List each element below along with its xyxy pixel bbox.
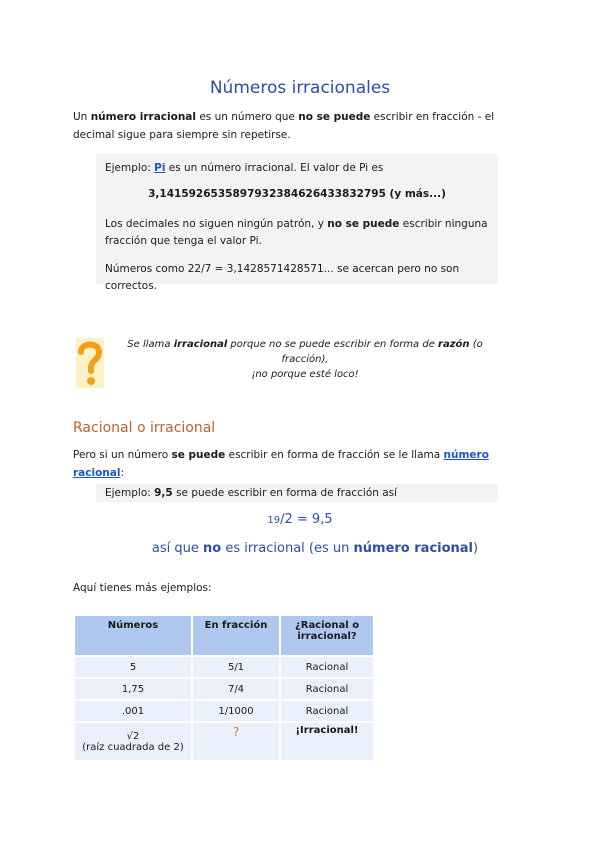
- table-row: [75, 701, 373, 721]
- table-cell: 5: [75, 657, 191, 677]
- aside-text: porque no se puede escribir en forma de: [227, 339, 439, 350]
- table-cell: Racional: [281, 701, 373, 721]
- fraction-example: [0, 512, 600, 527]
- sqrt-note: (raíz cuadrada de 2): [82, 741, 184, 753]
- table-row: [75, 723, 373, 760]
- example-prefix: Ejemplo:: [105, 162, 155, 174]
- rational-conclusion: [0, 541, 600, 556]
- aside-bold: razón: [438, 339, 470, 350]
- fraction-rest: /2 = 9,5: [280, 512, 333, 527]
- intro-text: Un: [73, 111, 91, 123]
- conclusion-text: es irracional (es un: [221, 541, 354, 556]
- rational-example-line: [105, 485, 397, 502]
- intro-paragraph: [73, 108, 533, 144]
- fraction-numerator: 19: [267, 515, 281, 526]
- pi-approx: Números como 22/7 = 3,1428571428571... se acercan pero no son correctos.: [105, 263, 460, 292]
- table-cell: Racional: [281, 679, 373, 699]
- aside-line2: ¡no porque esté loco!: [251, 369, 359, 380]
- examples-table: [73, 614, 375, 762]
- page-title: Números irracionales: [209, 78, 391, 98]
- table-cell: 5/1: [193, 657, 279, 677]
- rational-number-link[interactable]: número racional: [73, 449, 489, 479]
- table-row: [75, 679, 373, 699]
- intro-text: es un número que: [196, 111, 299, 123]
- table-cell: .001: [75, 701, 191, 721]
- note-bold: no se puede: [327, 218, 400, 230]
- rational-example-box: [96, 484, 498, 502]
- section-heading: Racional o irracional: [73, 420, 216, 436]
- intro-bold-no: no se puede: [298, 111, 371, 123]
- example-text: se puede escribir en forma de fracción así: [172, 487, 398, 499]
- example-text: es un número irracional. El valor de Pi es: [165, 162, 384, 174]
- conclusion-bold: no: [203, 541, 222, 556]
- table-cell: [75, 723, 191, 760]
- conclusion-text: así que: [151, 541, 203, 556]
- example-number: 9,5: [154, 487, 173, 499]
- irrational-aside: [110, 337, 500, 382]
- rational-bold: se puede: [171, 449, 226, 461]
- pi-example-line: [105, 160, 383, 177]
- intro-bold-term: número irracional: [90, 111, 196, 123]
- table-cell: Racional: [281, 657, 373, 677]
- conclusion-text: ): [473, 541, 479, 556]
- header-rational: ¿Racional o irracional?: [281, 616, 373, 655]
- rational-text: escribir en forma de fracción se le llama: [225, 449, 444, 461]
- table-cell: ¡Irracional!: [281, 723, 373, 760]
- table-cell: 1,75: [75, 679, 191, 699]
- note-text: escribir ninguna fracción que tenga el valor Pi.: [105, 218, 488, 247]
- pi-digits: 3,1415926535897932384626433832795 (y más...): [148, 188, 446, 200]
- pi-example-box: [96, 154, 498, 292]
- pi-note: [105, 216, 495, 250]
- rational-paragraph: [73, 446, 543, 482]
- rational-text: :: [120, 467, 125, 479]
- table-cell: 1/1000: [193, 701, 279, 721]
- aside-text: (o fracción),: [281, 339, 483, 365]
- more-examples-label: Aquí tienes más ejemplos:: [73, 582, 212, 594]
- note-text: Los decimales no siguen ningún patrón, y: [105, 218, 328, 230]
- table-cell: 7/4: [193, 679, 279, 699]
- table-cell: ?: [193, 723, 279, 760]
- conclusion-bold: número racional: [353, 541, 474, 556]
- sqrt-value: √2: [126, 730, 140, 742]
- header-fraction: En fracción: [193, 616, 279, 655]
- example-prefix: Ejemplo:: [105, 487, 155, 499]
- aside-text: Se llama: [127, 339, 174, 350]
- pi-link[interactable]: Pi: [154, 162, 166, 174]
- table-row: [75, 657, 373, 677]
- aside-bold: irracional: [173, 339, 228, 350]
- intro-text: escribir en fracción - el decimal sigue para siempre sin repetirse.: [73, 111, 495, 141]
- table-header-row: [75, 616, 373, 655]
- header-numbers: Números: [75, 616, 191, 655]
- question-mark-icon: [76, 338, 104, 388]
- rational-text: Pero si un número: [73, 449, 172, 461]
